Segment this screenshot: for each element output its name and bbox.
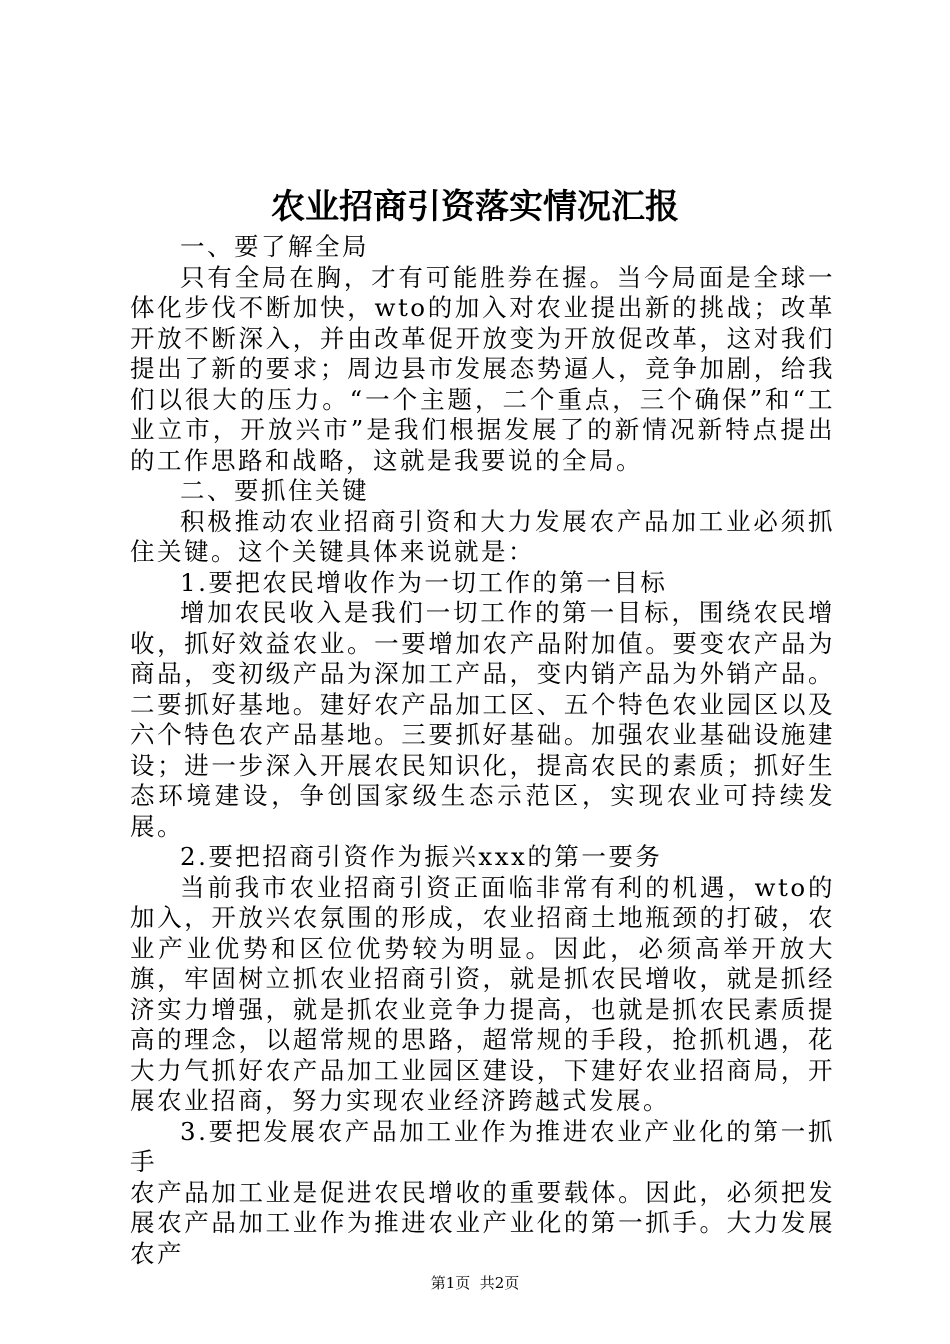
subsection-heading-2: 2.要把招商引资作为振兴xxx的第一要务 xyxy=(180,842,663,871)
paragraph: 当前我市农业招商引资正面临非常有利的机遇，wto的加入，开放兴农氛围的形成，农业招商土地瓶颈的打破，农业产业优势和区位优势较为明显。因此，必须高举开放大旗，牢固树立抓农业招商引资，就是抓农民增收，就是抓经济实力增强，就是抓农业竞争力提高，也就是抓农民素质提高的理念，以超常规的思路，超常规的手段，抢抓机遇，花大力气抓好农产品加工业园区建设，下建好农业招商局，开展农业招商，努力实现农业经济跨越式发展。 xyxy=(130,872,835,1115)
section-heading-1: 一、要了解全局 xyxy=(180,232,369,261)
section-heading-2: 二、要抓住关键 xyxy=(180,476,369,505)
paragraph: 增加农民收入是我们一切工作的第一目标，围绕农民增收，抓好效益农业。一要增加农产品附加值。要变农产品为商品，变初级产品为深加工产品，变内销产品为外销产品。二要抓好基地。建好农产品加工区、五个特色农业园区以及六个特色农产品基地。三要抓好基础。加强农业基础设施建设；进一步深入开展农民知识化，提高农民的素质；抓好生态环境建设，争创国家级生态示范区，实现农业可持续发展。 xyxy=(130,598,835,841)
paragraph: 农产品加工业是促进农民增收的重要载体。因此，必须把发展农产品加工业作为推进农业产业化的第一抓手。大力发展农产 xyxy=(130,1177,835,1268)
page-number-footer: 第1页 共2页 xyxy=(430,1274,520,1292)
page-title: 农业招商引资落实情况汇报 xyxy=(271,187,679,227)
paragraph: 积极推动农业招商引资和大力发展农产品加工业必须抓住关键。这个关键具体来说就是： xyxy=(130,506,835,566)
subsection-heading-1: 1.要把农民增收作为一切工作的第一目标 xyxy=(180,567,668,597)
subsection-heading-3: 3.要把发展农产品加工业作为推进农业产业化的第一抓手 xyxy=(130,1116,835,1176)
paragraph: 只有全局在胸，才有可能胜券在握。当今局面是全球一体化步伐不断加快，wto的加入对农业提出新的挑战；改革开放不断深入，并由改革促开放变为开放促改革，这对我们提出了新的要求；周边县市发展态势逼人，竞争加剧，给我们以很大的压力。“一个主题，二个重点，三个确保”和“工业立市，开放兴市”是我们根据发展了的新情况新特点提出的工作思路和战略，这就是我要说的全局。 xyxy=(130,262,835,475)
document-body xyxy=(130,232,835,1269)
